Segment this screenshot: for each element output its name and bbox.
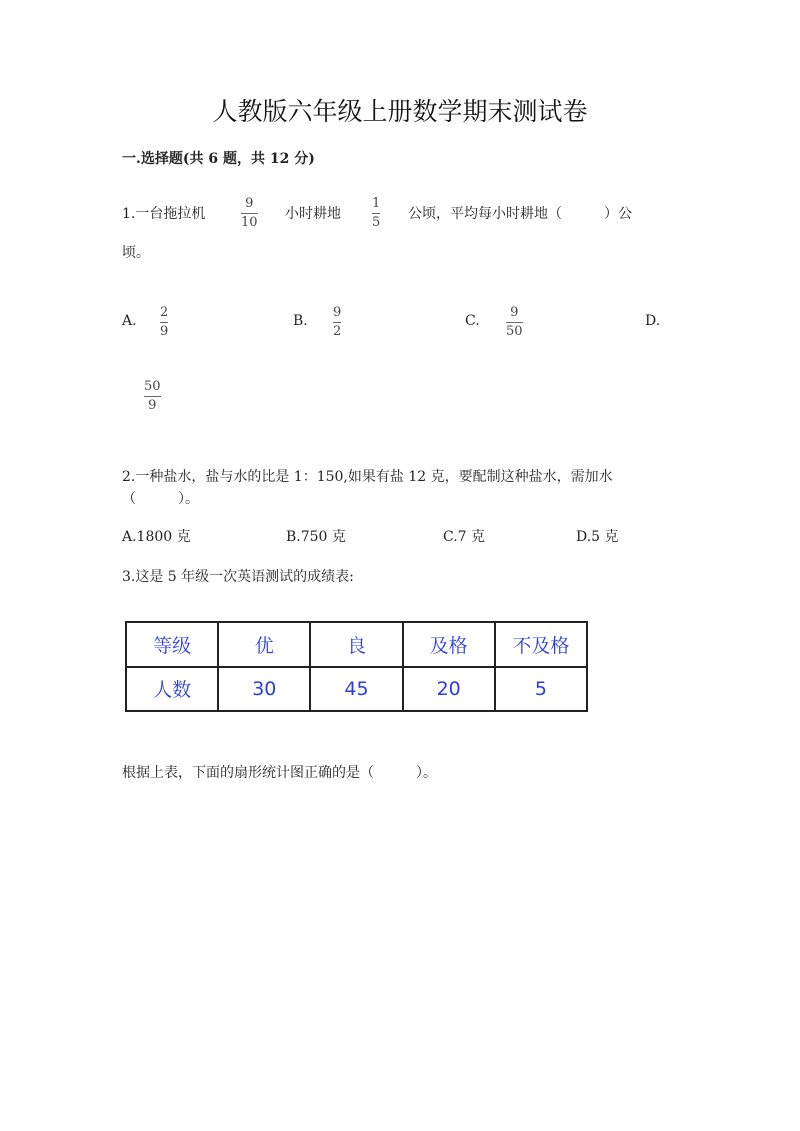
q2-line2: （ ）。 — [122, 491, 199, 507]
table-header-cell: 不及格 — [495, 622, 587, 667]
q1-option-c-fraction — [506, 306, 523, 339]
q1-option-c-den: 50 — [506, 324, 523, 339]
q2-option-b: B.750 克 — [286, 529, 346, 545]
q1-option-d-den: 9 — [148, 398, 157, 413]
table-row — [126, 667, 587, 712]
q2-option-c: C.7 克 — [443, 529, 486, 545]
fraction-bar — [144, 396, 161, 397]
table-header-cell: 良 — [310, 622, 402, 667]
table-header-cell: 等级 — [126, 622, 218, 667]
table-cell: 45 — [310, 667, 402, 712]
q1-option-c-label: C. — [465, 313, 480, 329]
q1-fraction-hours — [241, 197, 258, 230]
q1-option-a-fraction — [160, 306, 168, 339]
section-heading: 一.选择题(共 6 题，共 12 分) — [122, 151, 315, 167]
q1-option-a-den: 9 — [160, 324, 169, 339]
fraction-bar — [333, 322, 341, 323]
q1-option-b-fraction — [333, 306, 341, 339]
fraction-bar — [241, 213, 258, 214]
q1-frac2-den: 5 — [372, 215, 381, 230]
q1-prefix: 1.一台拖拉机 — [122, 206, 206, 222]
q3-question: 根据上表，下面的扇形统计图正确的是（ ）。 — [122, 765, 437, 781]
q3-intro: 3.这是 5 年级一次英语测试的成绩表: — [122, 569, 354, 585]
fraction-bar — [372, 213, 380, 214]
table-cell: 30 — [218, 667, 310, 712]
q2-option-d: D.5 克 — [576, 529, 619, 545]
q1-option-c-num: 9 — [510, 305, 519, 320]
q1-line2: 顷。 — [122, 245, 150, 261]
q1-frac1-den: 10 — [241, 215, 258, 230]
q1-option-b-den: 2 — [333, 324, 342, 339]
q1-option-d-label: D. — [645, 313, 661, 329]
q2-option-a: A.1800 克 — [122, 529, 191, 545]
q1-option-a-label: A. — [122, 313, 137, 329]
q1-option-a-num: 2 — [160, 305, 169, 320]
page-title: 人教版六年级上册数学期末测试卷 — [212, 97, 588, 126]
table-row — [126, 622, 587, 667]
table-cell: 20 — [403, 667, 495, 712]
q2-line1: 2.一种盐水，盐与水的比是 1：150,如果有盐 12 克，要配制这种盐水，需加水 — [122, 469, 613, 485]
table-cell: 5 — [495, 667, 587, 712]
q1-option-d-num: 50 — [144, 379, 161, 394]
q1-option-d-fraction — [144, 380, 161, 413]
q1-suffix: 公顷，平均每小时耕地（ ）公 — [408, 206, 632, 222]
q1-option-b-label: B. — [293, 313, 308, 329]
grade-table — [125, 621, 588, 712]
q1-mid: 小时耕地 — [285, 206, 341, 222]
fraction-bar — [160, 322, 168, 323]
table-header-cell: 优 — [218, 622, 310, 667]
table-cell: 人数 — [126, 667, 218, 712]
fraction-bar — [506, 322, 523, 323]
table-header-cell: 及格 — [403, 622, 495, 667]
q1-frac1-num: 9 — [245, 196, 254, 211]
q1-fraction-area — [372, 197, 380, 230]
q1-frac2-num: 1 — [372, 196, 381, 211]
q1-option-b-num: 9 — [333, 305, 342, 320]
